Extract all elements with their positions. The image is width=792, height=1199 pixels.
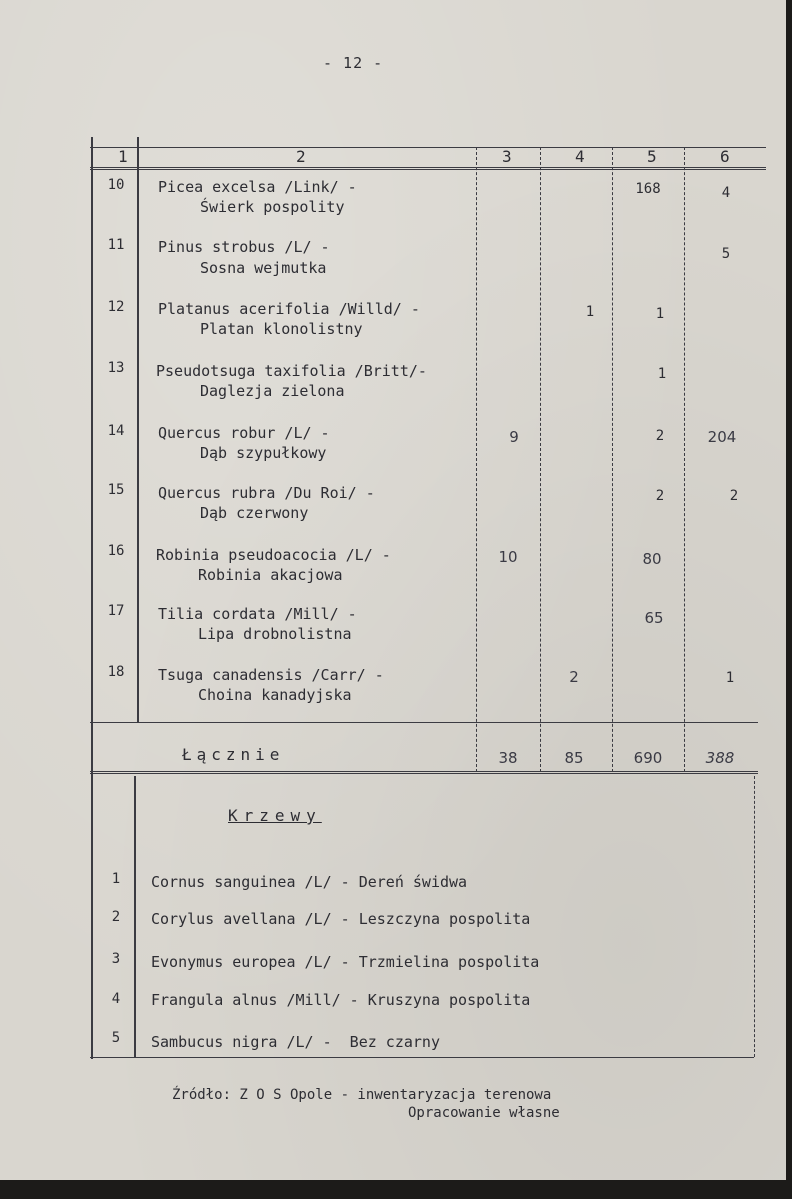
total-col3: 38: [498, 749, 518, 767]
table-bottom-border: [90, 1057, 754, 1058]
row-number: 18: [107, 664, 125, 680]
row-number: 12: [107, 299, 125, 315]
row-number: 16: [107, 543, 125, 559]
species-latin: Quercus robur /L/ -: [158, 424, 330, 442]
species-polish: Świerk pospolity: [200, 198, 345, 216]
table-top-border: [90, 147, 766, 148]
cell-col5: 2: [655, 428, 665, 444]
shrub-number: 1: [111, 871, 121, 887]
cell-col5: 80: [642, 550, 662, 568]
species-latin: Picea excelsa /Link/ -: [158, 178, 357, 196]
cell-col5: 65: [644, 609, 664, 627]
col5-divider: [684, 147, 685, 772]
species-latin: Robinia pseudoacocia /L/ -: [156, 546, 391, 564]
cell-col6: 2: [729, 488, 739, 504]
cell-col6: 4: [721, 185, 731, 201]
column-header-1: 1: [118, 147, 128, 166]
row-number: 17: [107, 603, 125, 619]
cell-col5: 168: [635, 181, 661, 197]
shrub-number: 2: [111, 909, 121, 925]
species-polish: Robinia akacjowa: [198, 566, 343, 584]
col4-divider: [612, 147, 613, 772]
column-header-3: 3: [502, 147, 512, 166]
species-latin: Quercus rubra /Du Roi/ -: [158, 484, 375, 502]
species-polish: Lipa drobnolistna: [198, 625, 352, 643]
column-header-2: 2: [296, 147, 306, 166]
species-latin: Tsuga canadensis /Carr/ -: [158, 666, 384, 684]
total-label: Łącznie: [182, 745, 285, 764]
cell-col6: 5: [721, 246, 731, 262]
species-polish: Choina kanadyjska: [198, 686, 352, 704]
row-number: 15: [107, 482, 125, 498]
table-right-border: [754, 776, 755, 1057]
col1-divider: [137, 137, 139, 722]
cell-col4: 1: [585, 304, 595, 320]
species-latin: Pinus strobus /L/ -: [158, 238, 330, 256]
species-polish: Dąb szypułkowy: [200, 444, 327, 462]
total-bottom-border: [90, 771, 758, 776]
column-header-4: 4: [575, 147, 585, 166]
shrubs-title: Krzewy: [228, 806, 322, 825]
shrub-number: 3: [111, 951, 121, 967]
row-number: 14: [107, 423, 125, 439]
table-left-border: [91, 137, 93, 1059]
source-note: Opracowanie własne: [408, 1105, 560, 1121]
cell-col5: 2: [655, 488, 665, 504]
cell-col6: 204: [707, 428, 737, 446]
row-number: 11: [107, 237, 125, 253]
header-separator: [90, 167, 766, 172]
cell-col5: 1: [657, 366, 667, 382]
species-polish: Platan klonolistny: [200, 320, 363, 338]
cell-col4: 2: [569, 668, 579, 686]
species-latin: Pseudotsuga taxifolia /Britt/-: [156, 362, 427, 380]
cell-col3: 9: [509, 428, 519, 446]
species-latin: Platanus acerifolia /Willd/ -: [158, 300, 420, 318]
shrub-name: Frangula alnus /Mill/ - Kruszyna pospolita: [151, 991, 531, 1009]
cell-col5: 1: [655, 306, 665, 322]
shrub-number: 5: [111, 1030, 121, 1046]
row-number: 13: [107, 360, 125, 376]
species-polish: Daglezja zielona: [200, 382, 345, 400]
shrub-name: Sambucus nigra /L/ - Bez czarny: [151, 1033, 440, 1051]
total-col6: 388: [705, 749, 735, 767]
shrub-name: Cornus sanguinea /L/ - Dereń świdwa: [151, 873, 468, 891]
column-header-6: 6: [720, 147, 730, 166]
page-number: - 12 -: [323, 54, 384, 72]
source-line: Źródło: Z O S Opole - inwentaryzacja terenowa: [172, 1087, 552, 1103]
total-col4: 85: [564, 749, 584, 767]
species-latin: Tilia cordata /Mill/ -: [158, 605, 357, 623]
row-number: 10: [107, 177, 125, 193]
column-header-5: 5: [647, 147, 657, 166]
species-polish: Dąb czerwony: [200, 504, 309, 522]
total-top-border: [90, 722, 758, 723]
species-polish: Sosna wejmutka: [200, 259, 327, 277]
col2-divider: [476, 147, 477, 772]
shrub-number: 4: [111, 991, 121, 1007]
cell-col6: 1: [725, 670, 735, 686]
cell-col3: 10: [498, 548, 518, 566]
shrub-name: Corylus avellana /L/ - Leszczyna pospolita: [151, 910, 531, 928]
col3-divider: [540, 147, 541, 772]
shrub-name: Evonymus europea /L/ - Trzmielina pospolita: [151, 953, 540, 971]
total-col5: 690: [633, 749, 663, 767]
